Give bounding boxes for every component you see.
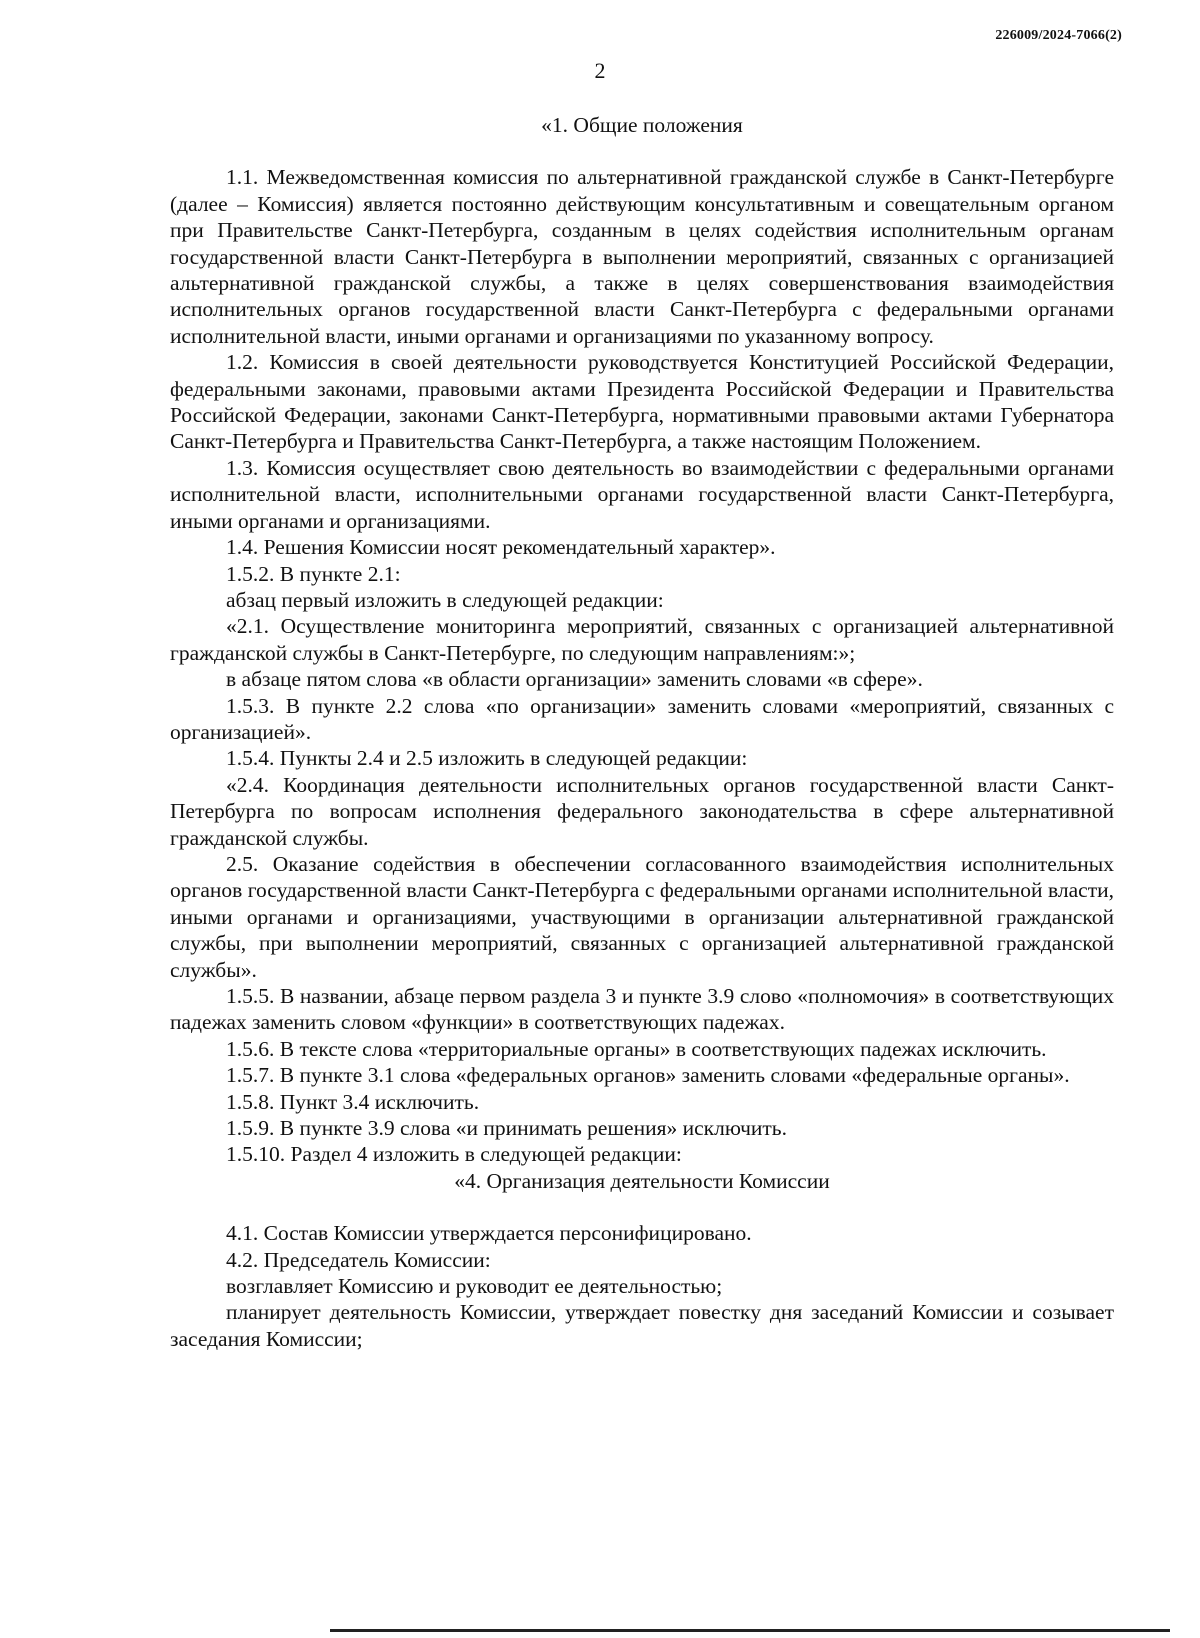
paragraph-1-5-2-a: абзац первый изложить в следующей редакции:	[226, 587, 664, 612]
document-body	[170, 112, 1114, 1352]
page-number: 2	[594, 58, 606, 83]
paragraph-1-5-6: 1.5.6. В тексте слова «территориальные органы» в соответствующих падежах исключить.	[226, 1036, 1047, 1061]
paragraph-1-5-9: 1.5.9. В пункте 3.9 слова «и принимать решения» исключить.	[226, 1116, 787, 1141]
paragraph-1-2: 1.2. Комиссия в своей деятельности руководствуется Конституцией Российской Федерации, федеральными законами, правовыми актами Президента Российской Федерации и Правительства Российской Федерации, законами Санкт-Петербурга, нормативными правовыми актами Губернатора Санкт-Петербурга и Правительства Санкт-Петербурга, а также настоящим Положением.	[170, 350, 1114, 454]
paragraph-1-5-8: 1.5.8. Пункт 3.4 исключить.	[226, 1089, 480, 1114]
paragraph-2-1-b: в абзаце пятом слова «в области организации» заменить словами «в сфере».	[226, 667, 923, 692]
section-4-heading: «4. Организация деятельности Комиссии	[454, 1168, 830, 1193]
paragraph-1-4: 1.4. Решения Комиссии носят рекомендательный характер».	[226, 535, 776, 560]
paragraph-4-2-b: планирует деятельность Комиссии, утверждает повестку дня заседаний Комиссии и созывает заседания Комиссии;	[170, 1300, 1114, 1351]
paragraph-4-2: 4.2. Председатель Комиссии:	[226, 1247, 491, 1272]
paragraph-1-5-5: 1.5.5. В названии, абзаце первом раздела 3 и пункте 3.9 слово «полномочия» в соответствующих падежах заменить словом «функции» в соответствующих падежах.	[170, 984, 1114, 1035]
document-registration-number: 226009/2024-7066(2)	[995, 28, 1122, 43]
paragraph-1-5-4: 1.5.4. Пункты 2.4 и 2.5 изложить в следующей редакции:	[226, 746, 748, 771]
paragraph-1-5-3: 1.5.3. В пункте 2.2 слова «по организации» заменить словами «мероприятий, связанных с организацией».	[170, 693, 1114, 744]
paragraph-4-1: 4.1. Состав Комиссии утверждается персонифицировано.	[226, 1221, 752, 1246]
paragraph-1-1: 1.1. Межведомственная комиссия по альтернативной гражданской службе в Санкт-Петербурге (далее – Комиссия) является постоянно действующим консультативным и совещательным органом при Правительстве Санкт-Петербурга, созданным в целях содействия исполнительным органам государственной власти Санкт-Петербурга в выполнении мероприятий, связанных с организацией альтернативной гражданской службы, а также в целях совершенствования взаимодействия исполнительных органов государственной власти Санкт-Петербурга с федеральными органами исполнительной власти, иными органами и организациями по указанному вопросу.	[170, 165, 1114, 348]
paragraph-1-3: 1.3. Комиссия осуществляет свою деятельность во взаимодействии с федеральными органами исполнительной власти, исполнительными органами государственной власти Санкт-Петербурга, иными органами и организациями.	[170, 455, 1114, 533]
paragraph-2-1: «2.1. Осуществление мониторинга мероприятий, связанных с организацией альтернативной гражданской службы в Санкт-Петербурге, по следующим направлениям:»;	[170, 614, 1114, 665]
section-1-heading: «1. Общие положения	[541, 113, 743, 137]
paragraph-1-5-2: 1.5.2. В пункте 2.1:	[226, 561, 401, 586]
paragraph-1-5-7: 1.5.7. В пункте 3.1 слова «федеральных органов» заменить словами «федеральные органы».	[226, 1063, 1070, 1088]
paragraph-4-2-a: возглавляет Комиссию и руководит ее деятельностью;	[226, 1274, 723, 1299]
paragraph-2-4: «2.4. Координация деятельности исполнительных органов государственной власти Санкт-Петербурга по вопросам исполнения федерального законодательства в сфере альтернативной гражданской службы.	[170, 772, 1114, 850]
bottom-scan-rule	[330, 1629, 1170, 1632]
paragraph-2-5: 2.5. Оказание содействия в обеспечении согласованного взаимодействия исполнительных органов государственной власти Санкт-Петербурга с федеральными органами исполнительной власти, иными органами и организациями, участвующими в организации альтернативной гражданской службы, при выполнении мероприятий, связанных с организацией альтернативной гражданской службы».	[170, 851, 1114, 982]
paragraph-1-5-10: 1.5.10. Раздел 4 изложить в следующей редакции:	[226, 1142, 682, 1167]
